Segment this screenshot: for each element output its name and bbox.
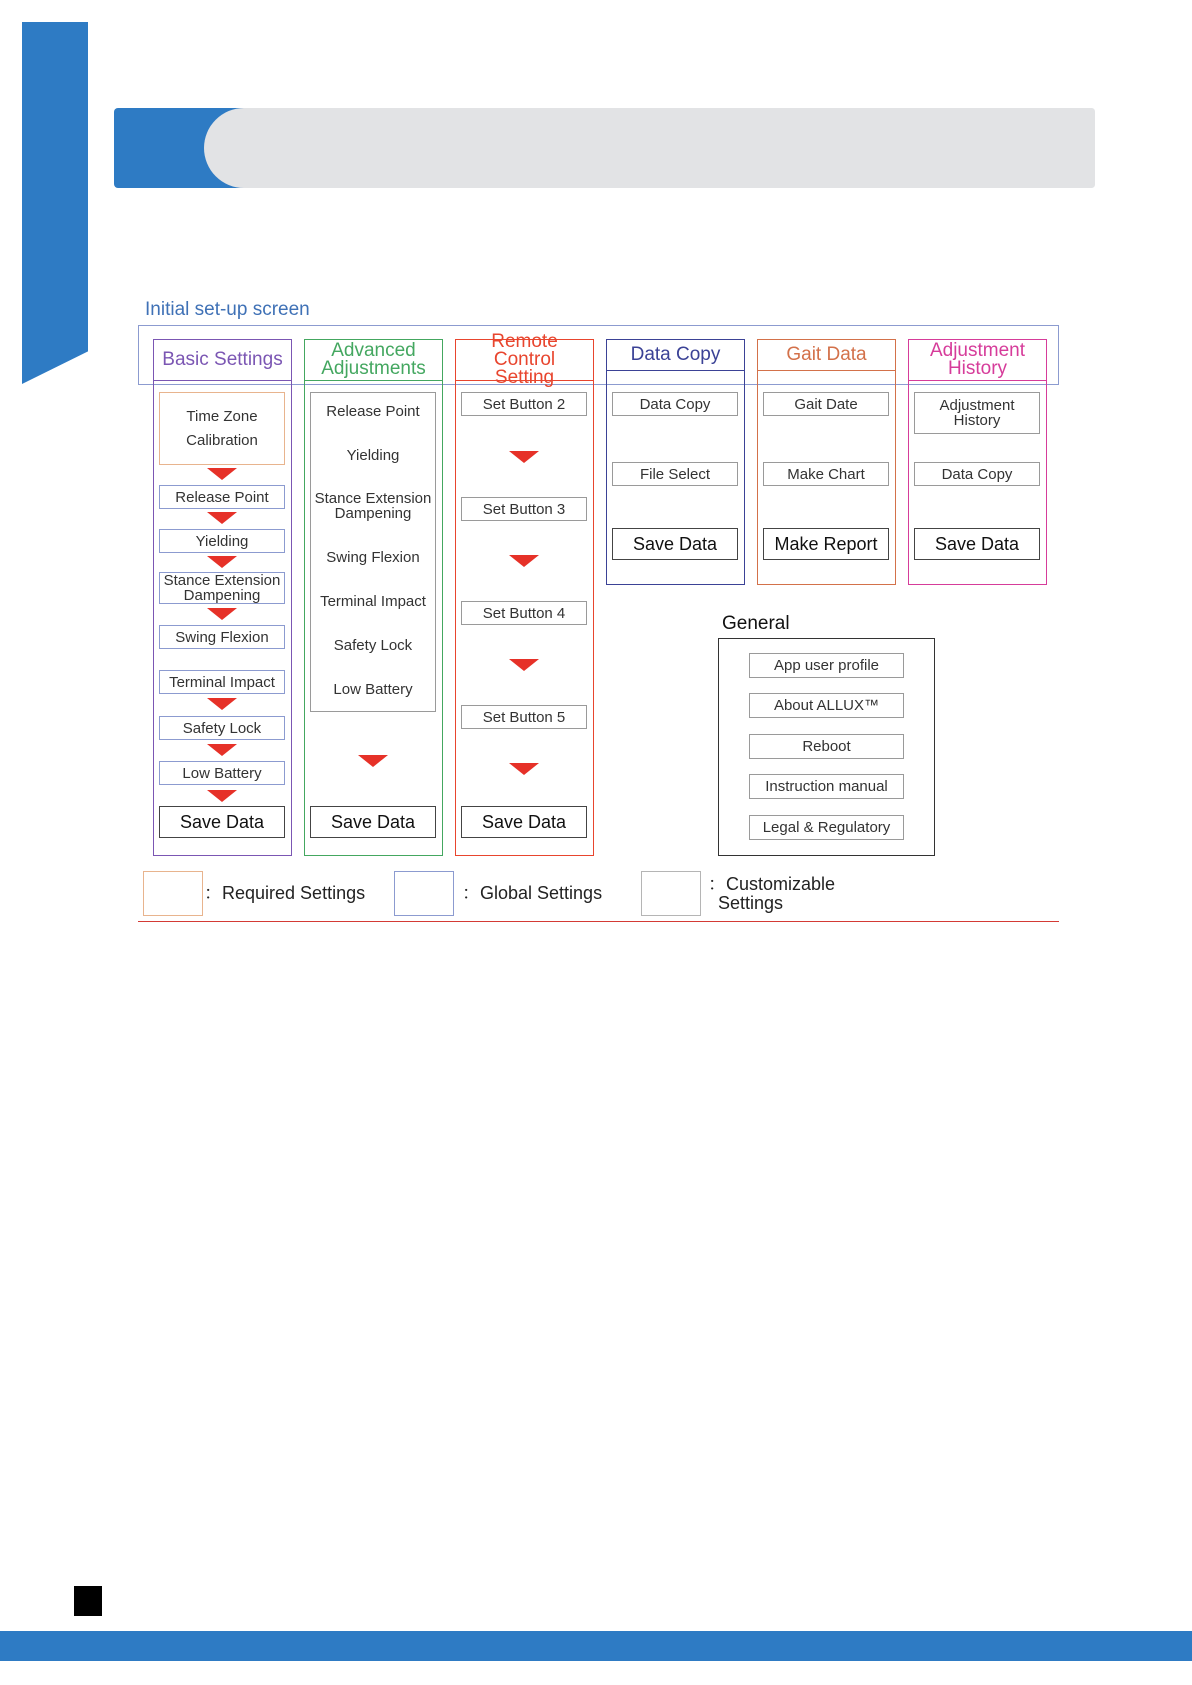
advanced-adjustments-header[interactable]: [304, 339, 443, 381]
advanced-adjustments-title: Advanced Adjustments: [321, 340, 426, 379]
footer-bar: [0, 1631, 1192, 1661]
section-title: Initial set-up screen: [145, 299, 310, 320]
required-settings-swatch: [143, 871, 203, 916]
adjustment-history-header[interactable]: [908, 339, 1047, 381]
page-number-marker: [74, 1586, 102, 1616]
remote-control-header[interactable]: [455, 331, 594, 388]
remote-control-title: Remote Control Setting: [491, 331, 558, 388]
gait-date-item[interactable]: Gait Date: [763, 392, 889, 416]
basic-settings-header[interactable]: [153, 339, 292, 381]
flow-arrow-icon: [358, 755, 388, 767]
save-data-button[interactable]: Save Data: [461, 806, 587, 838]
flow-arrow-icon: [207, 790, 237, 802]
file-select-item[interactable]: File Select: [612, 462, 738, 486]
flow-arrow-icon: [207, 556, 237, 568]
make-chart-item[interactable]: Make Chart: [763, 462, 889, 486]
save-data-button[interactable]: Save Data: [914, 528, 1040, 560]
save-data-button[interactable]: Save Data: [612, 528, 738, 560]
divider-line: [138, 921, 1059, 922]
customizable-settings-label-line1: ：Customizable: [708, 874, 836, 894]
terminal-impact-item[interactable]: Terminal Impact: [320, 592, 426, 610]
required-settings-label: ：Required Settings: [204, 883, 366, 903]
swing-flexion-item[interactable]: Swing Flexion: [326, 548, 420, 566]
stance-extension-dampening-item[interactable]: Stance Extension Dampening: [159, 572, 285, 604]
save-data-button[interactable]: Save Data: [159, 806, 285, 838]
flow-arrow-icon: [509, 659, 539, 671]
set-button-2-item[interactable]: Set Button 2: [461, 392, 587, 416]
release-point-item[interactable]: Release Point: [326, 402, 420, 420]
legal-regulatory-item[interactable]: Legal & Regulatory: [749, 815, 904, 840]
safety-lock-item[interactable]: Safety Lock: [333, 636, 413, 654]
customizable-settings-label-line2: Settings: [718, 893, 784, 913]
data-copy-item[interactable]: Data Copy: [914, 462, 1040, 486]
about-allux-item[interactable]: About ALLUX™: [749, 693, 904, 718]
flow-arrow-icon: [207, 608, 237, 620]
release-point-item[interactable]: Release Point: [159, 485, 285, 509]
low-battery-item[interactable]: Low Battery: [333, 680, 413, 698]
flow-arrow-icon: [207, 744, 237, 756]
global-settings-swatch: [394, 871, 454, 916]
instruction-manual-item[interactable]: Instruction manual: [749, 774, 904, 799]
flow-arrow-icon: [509, 451, 539, 463]
set-button-5-item[interactable]: Set Button 5: [461, 705, 587, 729]
general-title: General: [722, 613, 790, 634]
gait-data-header[interactable]: [757, 339, 896, 371]
low-battery-item[interactable]: Low Battery: [159, 761, 285, 785]
make-report-button[interactable]: Make Report: [763, 528, 889, 560]
time-zone-label-line2: Calibration: [186, 432, 258, 449]
flow-arrow-icon: [207, 512, 237, 524]
stance-extension-dampening-item[interactable]: Stance Extension Dampening: [314, 490, 432, 522]
safety-lock-item[interactable]: Safety Lock: [159, 716, 285, 740]
set-button-3-item[interactable]: Set Button 3: [461, 497, 587, 521]
adjustment-history-item[interactable]: Adjustment History: [914, 392, 1040, 434]
yielding-item[interactable]: Yielding: [159, 529, 285, 553]
swing-flexion-item[interactable]: Swing Flexion: [159, 625, 285, 649]
yielding-item[interactable]: Yielding: [346, 446, 400, 464]
header-bar: [204, 108, 1095, 188]
gait-data-title: Gait Data: [786, 344, 867, 365]
flow-arrow-icon: [207, 698, 237, 710]
global-settings-label: ：Global Settings: [462, 883, 603, 903]
flow-arrow-icon: [509, 555, 539, 567]
remote-control-column: [455, 339, 594, 856]
app-user-profile-item[interactable]: App user profile: [749, 653, 904, 678]
basic-settings-title: Basic Settings: [162, 349, 283, 370]
terminal-impact-item[interactable]: Terminal Impact: [159, 670, 285, 694]
flow-arrow-icon: [207, 468, 237, 480]
time-zone-label-line1: Time Zone: [186, 408, 258, 425]
save-data-button[interactable]: Save Data: [310, 806, 436, 838]
data-copy-item[interactable]: Data Copy: [612, 392, 738, 416]
data-copy-header[interactable]: [606, 339, 745, 371]
adjustment-history-title: Adjustment History: [929, 340, 1026, 379]
reboot-item[interactable]: Reboot: [749, 734, 904, 759]
set-button-4-item[interactable]: Set Button 4: [461, 601, 587, 625]
side-tab-marker: [22, 22, 88, 384]
data-copy-title: Data Copy: [630, 344, 721, 365]
time-zone-calibration-item[interactable]: [159, 392, 285, 465]
customizable-settings-swatch: [641, 871, 701, 916]
flow-arrow-icon: [509, 763, 539, 775]
